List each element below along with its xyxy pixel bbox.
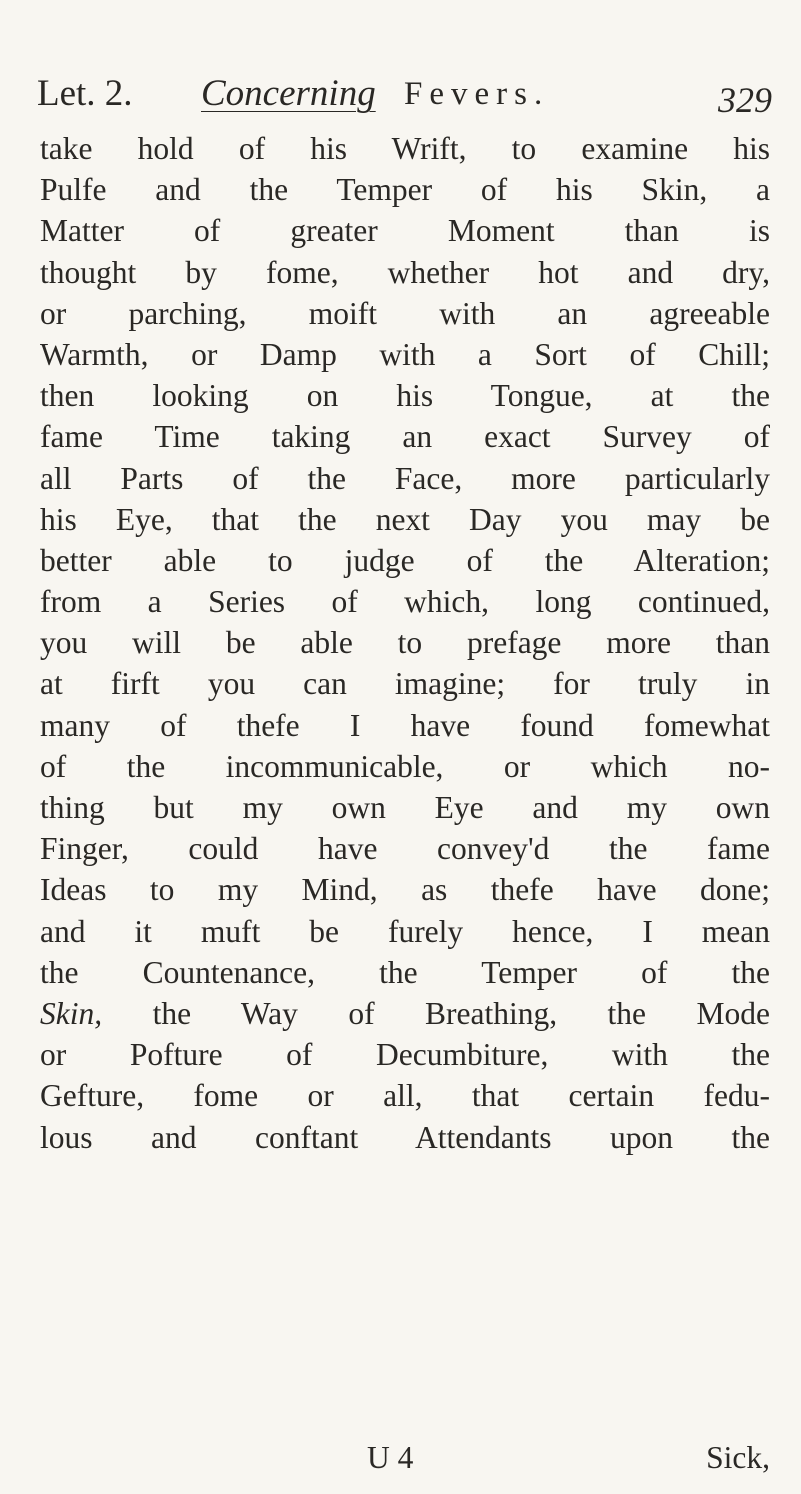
text-line: or Pofture of Decumbiture, with the (40, 1037, 770, 1073)
text-line: many of thefe I have found fomewhat (40, 707, 770, 743)
text-line: take hold of his Wrift, to examine his (40, 131, 770, 166)
text-line: all Parts of the Face, more particularly (40, 460, 770, 496)
text-line: better able to judge of the Alteration; (40, 542, 770, 578)
text-line: lous and conftant Attendants upon the (40, 1119, 770, 1155)
signature-mark: U 4 (367, 1440, 414, 1475)
text-line: Warmth, or Damp with a Sort of Chill; (40, 336, 770, 372)
text-line: you will be able to prefage more than (40, 625, 770, 661)
text-line: Finger, could have convey'd the fame (40, 831, 770, 867)
running-head-concerning: Concerning (201, 73, 376, 114)
text-line: thought by fome, whether hot and dry, (40, 254, 770, 290)
text-line: of the incommunicable, or which no- (40, 748, 770, 784)
page-number: 329 (718, 80, 772, 120)
text-line: Matter of greater Moment than is (40, 213, 770, 249)
text-line: from a Series of which, long continued, (40, 584, 770, 620)
text-line: at firft you can imagine; for truly in (40, 666, 770, 702)
text-line: the Countenance, the Temper of the (40, 954, 770, 990)
text-line: his Eye, that the next Day you may be (40, 501, 770, 537)
text-line: fame Time taking an exact Survey of (40, 419, 770, 455)
text-line: or parching, moift with an agreeable (40, 295, 770, 331)
text-line: Pulfe and the Temper of his Skin, a (40, 172, 770, 208)
italic-word: Skin, (40, 995, 103, 1031)
catchword: Sick, (706, 1440, 770, 1475)
text-line: and it muft be furely hence, I mean (40, 913, 770, 949)
text-line: Gefture, fome or all, that certain fedu- (40, 1078, 770, 1114)
text-line: thing but my own Eye and my own (40, 790, 770, 825)
running-head (37, 68, 772, 120)
text-line: then looking on his Tongue, at the (40, 378, 770, 414)
letter-number: Let. 2. (37, 73, 133, 114)
running-head-title: Fevers. (404, 76, 550, 112)
text-line (40, 993, 770, 1034)
page-footer (40, 1437, 770, 1479)
text-line: Ideas to my Mind, as thefe have done; (40, 872, 770, 908)
text-line-rest: the Way of Breathing, the Mode (152, 995, 770, 1031)
body-text (40, 128, 770, 1158)
